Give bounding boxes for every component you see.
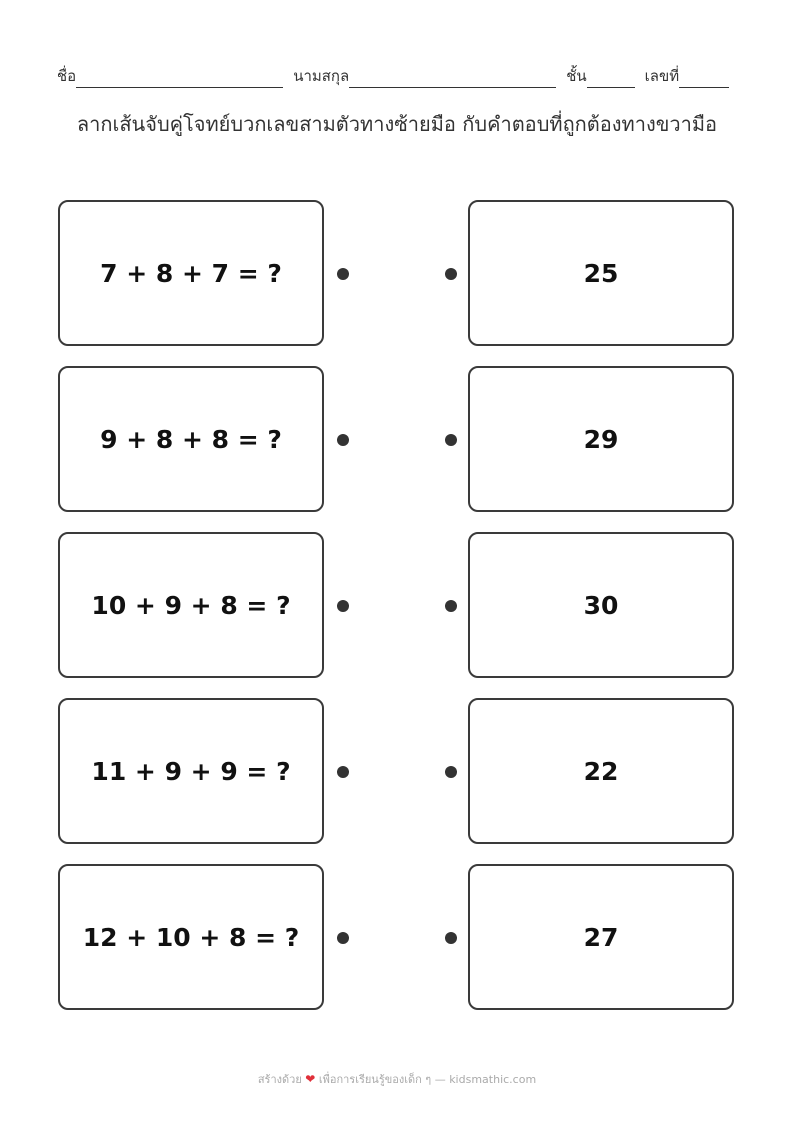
answer-connector-dot[interactable] (445, 434, 457, 446)
answer-box: 25 (468, 200, 734, 346)
question-box: 11 + 9 + 9 = ? (58, 698, 324, 844)
question-box: 7 + 8 + 7 = ? (58, 200, 324, 346)
answer-box: 29 (468, 366, 734, 512)
question-connector-dot[interactable] (337, 600, 349, 612)
number-label: เลขที่ (644, 67, 680, 85)
answer-box: 22 (468, 698, 734, 844)
question-box: 10 + 9 + 8 = ? (58, 532, 324, 678)
question-box: 12 + 10 + 8 = ? (58, 864, 324, 1010)
question-connector-dot[interactable] (337, 766, 349, 778)
class-label: ชั้น (566, 67, 587, 85)
answer-box: 27 (468, 864, 734, 1010)
question-connector-dot[interactable] (337, 434, 349, 446)
question-connector-dot[interactable] (337, 932, 349, 944)
footer-suffix: เพื่อการเรียนรู้ของเด็ก ๆ — kidsmathic.com (318, 1073, 537, 1086)
name-label: ชื่อ (57, 67, 77, 85)
surname-field[interactable] (349, 69, 556, 88)
heart-icon: ❤ (305, 1072, 316, 1086)
footer (0, 1070, 794, 1088)
student-info-header (57, 62, 749, 88)
answer-connector-dot[interactable] (445, 600, 457, 612)
question-box: 9 + 8 + 8 = ? (58, 366, 324, 512)
answer-connector-dot[interactable] (445, 932, 457, 944)
class-field[interactable] (587, 69, 635, 88)
question-connector-dot[interactable] (337, 268, 349, 280)
surname-label: นามสกุล (293, 67, 350, 85)
answer-box: 30 (468, 532, 734, 678)
answer-connector-dot[interactable] (445, 268, 457, 280)
name-field[interactable] (76, 69, 283, 88)
answer-connector-dot[interactable] (445, 766, 457, 778)
instruction-text: ลากเส้นจับคู่โจทย์บวกเลขสามตัวทางซ้ายมือ กับคำตอบที่ถูกต้องทางขวามือ (76, 112, 718, 136)
footer-prefix: สร้างด้วย (257, 1073, 302, 1086)
number-field[interactable] (679, 69, 729, 88)
